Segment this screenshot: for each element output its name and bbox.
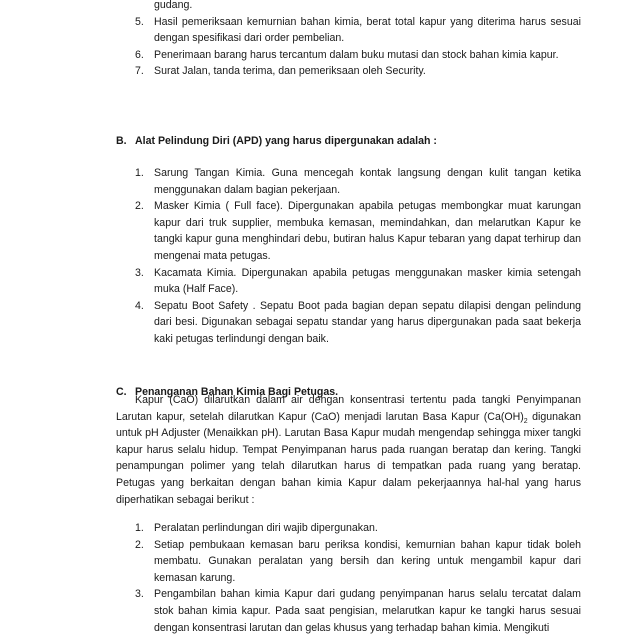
list-item xyxy=(116,63,581,80)
list-item xyxy=(116,198,581,264)
list-item-continuation xyxy=(116,0,581,14)
paragraph-text-2: digunakan untuk pH Adjuster (Menaikkan pH). Larutan Basa Kapur mudah mengendap sehingga mixer tangki kapur harus selalu hidup. Tempat Penyimpanan harus pada ruangan beratap dan kering. Tangki penampungan polimer yang telah dilarutkan harus di tempatkan pada ruang yang beratap. Petugas yang berkaitan dengan bahan kimia Kapur dalam pekerjaannya hal-hal yang harus diperhatikan sebagai berikut : xyxy=(116,410,581,506)
list-item xyxy=(116,165,581,198)
list-number: 1. xyxy=(135,167,144,179)
list-item xyxy=(116,537,581,587)
list-number: 4. xyxy=(135,299,144,312)
previous-list xyxy=(116,0,581,80)
list-item xyxy=(116,298,581,348)
list-number: 1. xyxy=(135,522,144,534)
list-item-text: Sarung Tangan Kimia. Guna mencegah kontak langsung dengan kulit tangan ketika menggunakan dalam bagian pekerjaan. xyxy=(154,167,581,196)
list-item xyxy=(116,47,581,64)
list-number: 7. xyxy=(135,65,144,78)
list-item-text: gudang. xyxy=(154,0,193,11)
section-b-list xyxy=(116,165,581,348)
list-item xyxy=(116,586,581,636)
body-paragraph xyxy=(116,392,581,508)
list-item-text: Pengambilan bahan kimia Kapur dari gudang penyimpanan harus selalu tercatat dalam stok bahan kimia kapur. Pada saat pengisian, melarutkan kapur ke tangki harus sesuai dengan konsentrasi larutan dan gelas khusus yang terhadap bahan kimia. Mengikuti xyxy=(154,588,581,634)
list-item-text: Penerimaan barang harus tercantum dalam buku mutasi dan stock bahan kimia kapur. xyxy=(154,48,559,61)
section-title: Alat Pelindung Diri (APD) yang harus dipergunakan adalah : xyxy=(135,135,437,147)
list-item-text: Sepatu Boot Safety . Sepatu Boot pada bagian depan sepatu dilapisi dengan pelindung dari besi. Digunakan sebagai sepatu standar yang harus dipergunakan pada saat bekerja kaki petugas terlindungi dengan baik. xyxy=(154,299,581,345)
section-c-paragraph xyxy=(116,392,581,508)
list-item xyxy=(116,520,581,537)
list-number: 6. xyxy=(135,48,144,61)
list-number: 3. xyxy=(135,266,144,279)
subscript: 2 xyxy=(523,417,528,425)
section-title: Penanganan Bahan Kimia Bagi Petugas. xyxy=(135,385,339,398)
section-b-heading xyxy=(116,133,600,150)
list-number: 2. xyxy=(135,538,144,551)
list-item-text: Masker Kimia ( Full face). Dipergunakan apabila petugas membongkar muat karungan kapur dari truk supplier, membuka kemasan, memindahkan, dan melarutkan Kapur ke tangki kapur guna menghindari debu, butiran halus Kapur tebaran yang dapat terhirup dan mengenai mata petugas. xyxy=(154,200,581,262)
section-c-list xyxy=(116,520,581,636)
list-item xyxy=(116,14,581,47)
list-item-text: Peralatan perlindungan diri wajib dipergunakan. xyxy=(154,522,378,534)
section-letter: B. xyxy=(116,135,127,147)
list-item-text: Kacamata Kimia. Dipergunakan apabila petugas menggunakan masker kimia setengah muka (Half Face). xyxy=(154,266,581,296)
list-number: 3. xyxy=(135,588,144,601)
section-letter: C. xyxy=(116,385,127,398)
list-item-text: Hasil pemeriksaan kemurnian bahan kimia, berat total kapur yang diterima harus sesuai dengan spesifikasi dari order pembelian. xyxy=(154,15,581,45)
list-number: 5. xyxy=(135,15,144,28)
paragraph-text-1: Kapur (CaO) dilarutkan dalam air dengan konsentrasi tertentu pada tangki Penyimpanan Larutan kapur, setelah dilarutkan Kapur (CaO) menjadi larutan Basa Kapur (Ca(OH) xyxy=(116,394,581,423)
list-number: 2. xyxy=(135,200,144,213)
list-item-text: Setiap pembukaan kemasan baru periksa kondisi, kemurnian bahan kapur tidak boleh membatu. Gunakan peralatan yang bersih dan kering untuk mengambil kapur dari kemasan karung. xyxy=(154,538,581,584)
list-item-text: Surat Jalan, tanda terima, dan pemeriksaan oleh Security. xyxy=(154,65,426,78)
list-item xyxy=(116,265,581,298)
